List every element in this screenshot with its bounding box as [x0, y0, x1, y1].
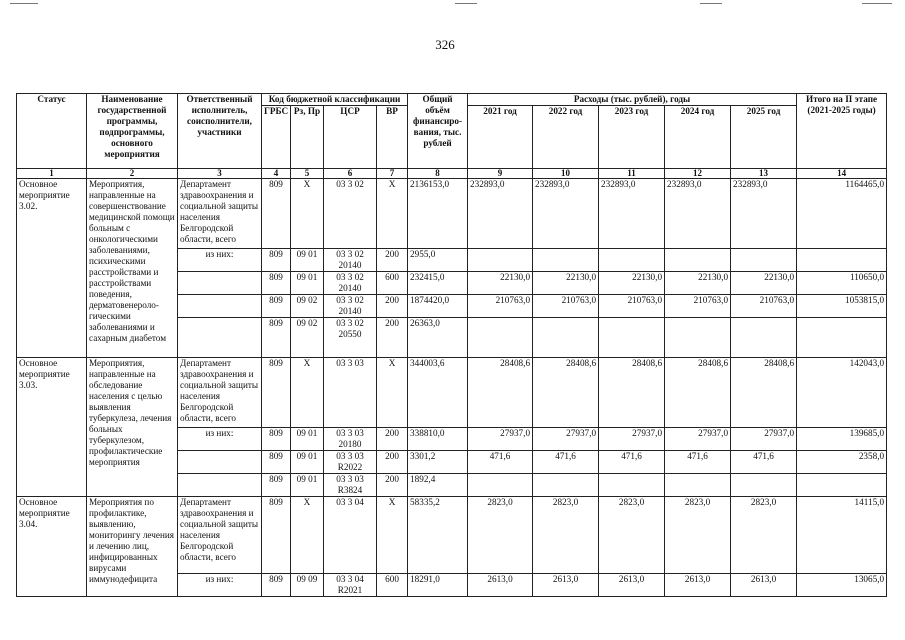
grbs-cell: 809 [262, 272, 291, 295]
year-cell: 210763,0 [599, 295, 665, 318]
program-name-cell: Мероприятия, направленные на совершенствование медицинской помощи больным с онкологическими заболеваниями, психическими расстройствами и расстройствами поведения, дерматовенероло-гическими заболеваниями и сахарным диабетом [87, 179, 178, 358]
csr-cell: 03 3 04 [324, 497, 377, 574]
rzpr-cell: X [291, 358, 324, 428]
total-cell: 18291,0 [408, 574, 468, 597]
grbs-cell: 809 [262, 428, 291, 451]
total-cell: 2136153,0 [408, 179, 468, 249]
csr-cell: 03 3 03 [324, 358, 377, 428]
vr-cell: X [377, 179, 408, 249]
vr-cell: X [377, 358, 408, 428]
year-cell: 2613,0 [731, 574, 797, 597]
header-status: Статус [17, 94, 87, 169]
column-number: 11 [599, 169, 665, 179]
year-cell [665, 318, 731, 358]
year-cell: 2613,0 [533, 574, 599, 597]
rzpr-cell: X [291, 497, 324, 574]
header-vr: ВР [377, 106, 408, 169]
executor-cell: Департамент здравоохранения и социальной защиты населения Белгородской области, всего [178, 358, 262, 428]
total-cell: 3301,2 [408, 451, 468, 474]
header-csr: ЦСР [324, 106, 377, 169]
year-cell: 27937,0 [731, 428, 797, 451]
year-cell: 471,6 [599, 451, 665, 474]
year-cell: 27937,0 [468, 428, 533, 451]
total-cell: 58335,2 [408, 497, 468, 574]
year-cell: 2823,0 [731, 497, 797, 574]
header-year: 2025 год [731, 106, 797, 169]
year-cell [665, 474, 731, 497]
header-year: 2023 год [599, 106, 665, 169]
year-cell [731, 318, 797, 358]
executor-cell [178, 474, 262, 497]
grbs-cell: 809 [262, 451, 291, 474]
status-cell: Основное мероприятие 3.04. [17, 497, 87, 597]
year-cell: 28408,6 [731, 358, 797, 428]
year-cell: 471,6 [533, 451, 599, 474]
csr-cell: 03 3 04 R2021 [324, 574, 377, 597]
vr-cell: 200 [377, 474, 408, 497]
year-cell [533, 318, 599, 358]
vr-cell: 200 [377, 428, 408, 451]
year-cell: 210763,0 [468, 295, 533, 318]
year-cell [533, 474, 599, 497]
year-cell: 471,6 [665, 451, 731, 474]
rzpr-cell: 09 01 [291, 272, 324, 295]
year-cell [731, 474, 797, 497]
stage-total-cell: 142043,0 [797, 358, 887, 428]
year-cell [599, 474, 665, 497]
year-cell: 2613,0 [665, 574, 731, 597]
csr-cell: 03 3 02 20550 [324, 318, 377, 358]
stage-total-cell: 139685,0 [797, 428, 887, 451]
table-row [17, 497, 887, 574]
year-cell: 22130,0 [731, 272, 797, 295]
vr-cell: 200 [377, 451, 408, 474]
grbs-cell: 809 [262, 474, 291, 497]
column-number: 9 [468, 169, 533, 179]
rzpr-cell: 09 01 [291, 249, 324, 272]
year-cell: 2613,0 [468, 574, 533, 597]
header-name: Наименование государственной программы, подпрограммы, основного мероприятия [87, 94, 178, 169]
year-cell: 22130,0 [599, 272, 665, 295]
year-cell: 22130,0 [533, 272, 599, 295]
program-name-cell: Мероприятия, направленные на обследование населения с целью выявления туберкулеза, лечения больных туберкулезом, профилактические мероприятия [87, 358, 178, 497]
status-cell: Основное мероприятие 3.03. [17, 358, 87, 497]
vr-cell: 600 [377, 272, 408, 295]
year-cell: 22130,0 [665, 272, 731, 295]
header-row [17, 94, 887, 106]
header-executor: Ответственный исполнитель, соисполнители, участники [178, 94, 262, 169]
grbs-cell: 809 [262, 574, 291, 597]
column-number: 6 [324, 169, 377, 179]
year-cell: 27937,0 [533, 428, 599, 451]
year-cell [468, 249, 533, 272]
header-expenses: Расходы (тыс. рублей), годы [468, 94, 797, 106]
column-number: 3 [178, 169, 262, 179]
rzpr-cell: 09 01 [291, 451, 324, 474]
executor-cell: Департамент здравоохранения и социальной защиты населения Белгородской области, всего [178, 179, 262, 249]
rzpr-cell: 09 01 [291, 428, 324, 451]
executor-cell: из них: [178, 249, 262, 272]
year-cell: 2823,0 [533, 497, 599, 574]
column-number: 12 [665, 169, 731, 179]
executor-cell: из них: [178, 428, 262, 451]
total-cell: 232415,0 [408, 272, 468, 295]
rzpr-cell: 09 02 [291, 295, 324, 318]
year-cell: 210763,0 [533, 295, 599, 318]
csr-cell: 03 3 03 R3824 [324, 474, 377, 497]
column-number: 13 [731, 169, 797, 179]
total-cell: 1874420,0 [408, 295, 468, 318]
year-cell [468, 318, 533, 358]
executor-cell [178, 295, 262, 318]
grbs-cell: 809 [262, 358, 291, 428]
grbs-cell: 809 [262, 497, 291, 574]
scan-mark [700, 3, 722, 4]
header-rzpr: Рз, Пр [291, 106, 324, 169]
table-row [17, 179, 887, 249]
vr-cell: 200 [377, 249, 408, 272]
year-cell: 2823,0 [468, 497, 533, 574]
year-cell [468, 474, 533, 497]
scan-mark [862, 3, 892, 4]
year-cell: 28408,6 [665, 358, 731, 428]
year-cell: 471,6 [468, 451, 533, 474]
year-cell [599, 318, 665, 358]
program-name-cell: Мероприятия по профилактике, выявлению, мониторингу лечения и лечению лиц, инфицированных вирусами иммунодефицита [87, 497, 178, 597]
column-number: 2 [87, 169, 178, 179]
year-cell: 28408,6 [533, 358, 599, 428]
year-cell: 28408,6 [599, 358, 665, 428]
executor-cell [178, 451, 262, 474]
year-cell: 471,6 [731, 451, 797, 474]
column-number: 8 [408, 169, 468, 179]
csr-cell: 03 3 02 20140 [324, 272, 377, 295]
executor-cell [178, 272, 262, 295]
total-cell: 338810,0 [408, 428, 468, 451]
header-year: 2022 год [533, 106, 599, 169]
table-row [17, 358, 887, 428]
year-cell [665, 249, 731, 272]
csr-cell: 03 3 02 [324, 179, 377, 249]
stage-total-cell [797, 474, 887, 497]
status-cell: Основное мероприятие 3.02. [17, 179, 87, 358]
column-number: 4 [262, 169, 291, 179]
executor-cell [178, 318, 262, 358]
header-stage-total: Итого на II этапе (2021-2025 годы) [797, 94, 887, 169]
scan-mark [10, 3, 38, 4]
csr-cell: 03 3 02 20140 [324, 295, 377, 318]
vr-cell: 200 [377, 318, 408, 358]
grbs-cell: 809 [262, 179, 291, 249]
year-cell: 28408,6 [468, 358, 533, 428]
year-cell: 27937,0 [665, 428, 731, 451]
csr-cell: 03 3 03 R2022 [324, 451, 377, 474]
total-cell: 344003,6 [408, 358, 468, 428]
stage-total-cell: 1164465,0 [797, 179, 887, 249]
column-numbers-row [17, 169, 887, 179]
vr-cell: X [377, 497, 408, 574]
header-grbs: ГРБС [262, 106, 291, 169]
year-cell: 22130,0 [468, 272, 533, 295]
header-year: 2021 год [468, 106, 533, 169]
rzpr-cell: 09 01 [291, 474, 324, 497]
stage-total-cell [797, 318, 887, 358]
column-number: 14 [797, 169, 887, 179]
column-number: 10 [533, 169, 599, 179]
stage-total-cell: 1053815,0 [797, 295, 887, 318]
year-cell: 232893,0 [533, 179, 599, 249]
total-cell: 2955,0 [408, 249, 468, 272]
header-year: 2024 год [665, 106, 731, 169]
csr-cell: 03 3 02 20140 [324, 249, 377, 272]
year-cell: 232893,0 [468, 179, 533, 249]
executor-cell: из них: [178, 574, 262, 597]
vr-cell: 200 [377, 295, 408, 318]
year-cell [533, 249, 599, 272]
year-cell: 210763,0 [731, 295, 797, 318]
year-cell: 232893,0 [599, 179, 665, 249]
grbs-cell: 809 [262, 318, 291, 358]
vr-cell: 600 [377, 574, 408, 597]
column-number: 7 [377, 169, 408, 179]
rzpr-cell: 09 09 [291, 574, 324, 597]
page-number: 326 [435, 37, 455, 52]
total-cell: 26363,0 [408, 318, 468, 358]
stage-total-cell: 13065,0 [797, 574, 887, 597]
year-cell: 232893,0 [665, 179, 731, 249]
year-cell: 2823,0 [665, 497, 731, 574]
header-total: Общий объём финансиро-вания, тыс. рублей [408, 94, 468, 169]
year-cell: 2613,0 [599, 574, 665, 597]
budget-table [16, 93, 887, 597]
year-cell: 27937,0 [599, 428, 665, 451]
stage-total-cell: 14115,0 [797, 497, 887, 574]
grbs-cell: 809 [262, 249, 291, 272]
year-cell: 2823,0 [599, 497, 665, 574]
csr-cell: 03 3 03 20180 [324, 428, 377, 451]
grbs-cell: 809 [262, 295, 291, 318]
column-number: 5 [291, 169, 324, 179]
executor-cell: Департамент здравоохранения и социальной защиты населения Белгородской области, всего [178, 497, 262, 574]
rzpr-cell: X [291, 179, 324, 249]
header-budget-code: Код бюджетной классификации [262, 94, 408, 106]
year-cell [599, 249, 665, 272]
rzpr-cell: 09 02 [291, 318, 324, 358]
stage-total-cell: 2358,0 [797, 451, 887, 474]
stage-total-cell: 110650,0 [797, 272, 887, 295]
year-cell: 232893,0 [731, 179, 797, 249]
year-cell: 210763,0 [665, 295, 731, 318]
stage-total-cell [797, 249, 887, 272]
total-cell: 1892,4 [408, 474, 468, 497]
year-cell [731, 249, 797, 272]
scan-mark [455, 3, 477, 4]
column-number: 1 [17, 169, 87, 179]
